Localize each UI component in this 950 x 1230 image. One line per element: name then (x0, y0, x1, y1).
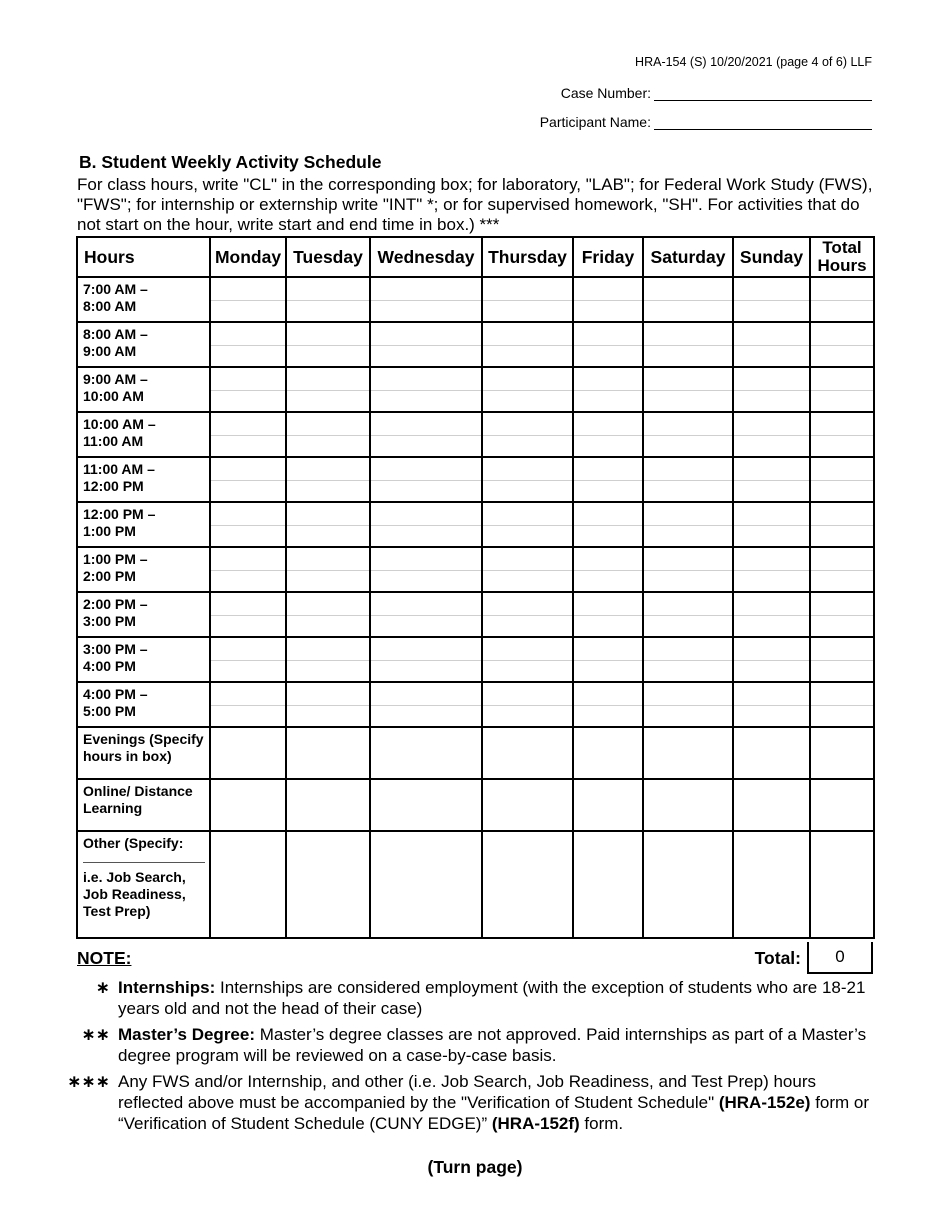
hour-day-cell[interactable] (370, 547, 482, 592)
hour-end: 3:00 PM (83, 613, 136, 629)
table-row (77, 682, 874, 727)
header-total-hours: Total Hours (810, 237, 874, 277)
hour-day-cell[interactable] (643, 592, 733, 637)
other-day-cell[interactable] (482, 831, 573, 938)
other-row-label (77, 831, 210, 938)
evening-day-cell[interactable] (733, 727, 810, 779)
hour-day-cell[interactable] (733, 547, 810, 592)
header-day: Monday (210, 237, 286, 277)
hour-day-cell[interactable] (370, 502, 482, 547)
schedule-instructions: For class hours, write "CL" in the corresponding box; for laboratory, "LAB"; for Federal Work Study (FWS), "FWS"; for internship or externship write "INT" *; or for supervised homework, "SH". For activities that do not start on the hour, write start and end time in box.) *** (77, 175, 873, 234)
hour-day-cell[interactable] (210, 367, 286, 412)
hour-range-label (77, 547, 210, 592)
hour-day-cell[interactable] (643, 682, 733, 727)
hour-range-label (77, 457, 210, 502)
row-label-text: i.e. Job Search, Job Readiness, Test Prep) (83, 869, 186, 919)
hour-total-cell[interactable] (810, 457, 874, 502)
online-row (77, 779, 874, 831)
hour-day-cell[interactable] (573, 412, 643, 457)
hour-day-cell[interactable] (286, 457, 370, 502)
hour-end: 10:00 AM (83, 388, 144, 404)
hour-day-cell[interactable] (210, 682, 286, 727)
participant-name-field[interactable] (654, 113, 872, 130)
asterisk-marker: ∗∗∗ (67, 1072, 110, 1091)
hour-day-cell[interactable] (482, 412, 573, 457)
table-row (77, 457, 874, 502)
hour-start: 3:00 PM – (83, 641, 148, 657)
header-hours: Hours (77, 237, 210, 277)
hour-end: 12:00 PM (83, 478, 144, 494)
hour-day-cell[interactable] (286, 637, 370, 682)
hour-total-cell[interactable] (810, 502, 874, 547)
hour-day-cell[interactable] (370, 322, 482, 367)
hour-start: 10:00 AM – (83, 416, 156, 432)
hour-day-cell[interactable] (286, 277, 370, 322)
table-row (77, 502, 874, 547)
note-title: Internships: (118, 978, 216, 997)
hour-start: 1:00 PM – (83, 551, 148, 567)
weekly-schedule-table (76, 236, 875, 939)
hour-day-cell[interactable] (286, 682, 370, 727)
evening-day-cell[interactable] (573, 727, 643, 779)
grand-total-value[interactable]: 0 (807, 942, 873, 974)
evening-day-cell[interactable] (286, 727, 370, 779)
hour-end: 1:00 PM (83, 523, 136, 539)
note-total-row (77, 944, 873, 974)
hour-day-cell[interactable] (733, 682, 810, 727)
case-number-label: Case Number: (560, 85, 651, 101)
hour-day-cell[interactable] (482, 592, 573, 637)
header-day: Wednesday (370, 237, 482, 277)
hour-day-cell[interactable] (482, 322, 573, 367)
header-day: Friday (573, 237, 643, 277)
table-row (77, 322, 874, 367)
evening-day-cell[interactable] (370, 727, 482, 779)
hour-end: 11:00 AM (83, 433, 144, 449)
hour-day-cell[interactable] (482, 367, 573, 412)
hour-range-label (77, 637, 210, 682)
hour-total-cell[interactable] (810, 277, 874, 322)
hour-total-cell[interactable] (810, 322, 874, 367)
hour-day-cell[interactable] (482, 502, 573, 547)
note-text: form or “Verification of Student Schedule (CUNY EDGE)” (118, 1093, 870, 1133)
hour-day-cell[interactable] (286, 502, 370, 547)
hour-day-cell[interactable] (643, 367, 733, 412)
other-day-cell[interactable] (370, 831, 482, 938)
hour-day-cell[interactable] (210, 412, 286, 457)
note-text: Internships are considered employment (with the exception of students who are 18-21 years old and not the head of their case) (118, 978, 866, 1018)
total-label: Total: (754, 948, 801, 968)
note-text: Any FWS and/or Internship, and other (i.e. Job Search, Job Readiness, and Test Prep) hours reflected above must be accompanied by the "Verification of Student Schedule" (118, 1072, 817, 1112)
header-day: Sunday (733, 237, 810, 277)
other-day-cell[interactable] (286, 831, 370, 938)
hour-day-cell[interactable] (643, 502, 733, 547)
hour-day-cell[interactable] (643, 637, 733, 682)
evening-day-cell[interactable] (210, 727, 286, 779)
participant-name-row (540, 113, 872, 130)
hour-start: 11:00 AM – (83, 461, 155, 477)
hour-day-cell[interactable] (370, 637, 482, 682)
hour-day-cell[interactable] (573, 547, 643, 592)
hour-start: 2:00 PM – (83, 596, 148, 612)
hour-day-cell[interactable] (370, 367, 482, 412)
hour-day-cell[interactable] (286, 322, 370, 367)
hour-day-cell[interactable] (643, 547, 733, 592)
hour-day-cell[interactable] (370, 277, 482, 322)
hour-range-label (77, 412, 210, 457)
online-day-cell[interactable] (482, 779, 573, 831)
online-day-cell[interactable] (733, 779, 810, 831)
online-day-cell[interactable] (573, 779, 643, 831)
turn-page-label: (Turn page) (427, 1157, 523, 1177)
hour-day-cell[interactable] (643, 457, 733, 502)
hour-range-label (77, 682, 210, 727)
hour-day-cell[interactable] (733, 637, 810, 682)
hour-day-cell[interactable] (573, 637, 643, 682)
note-text: Master’s degree classes are not approved. Paid internships as part of a Master’s degree program will be reviewed on a case-by-case basis. (118, 1025, 867, 1065)
hour-day-cell[interactable] (573, 502, 643, 547)
other-total-cell[interactable] (810, 831, 874, 938)
other-row (77, 831, 874, 938)
hour-day-cell[interactable] (643, 322, 733, 367)
form-id: HRA-154 (S) 10/20/2021 (page 4 of 6) LLF (635, 55, 872, 69)
asterisk-marker: ∗ (95, 978, 110, 997)
note-internships (0, 977, 950, 1019)
hour-end: 4:00 PM (83, 658, 136, 674)
hour-day-cell[interactable] (573, 367, 643, 412)
header-day: Saturday (643, 237, 733, 277)
hour-day-cell[interactable] (210, 502, 286, 547)
hour-day-cell[interactable] (210, 277, 286, 322)
other-day-cell[interactable] (733, 831, 810, 938)
hour-day-cell[interactable] (573, 592, 643, 637)
note-title: Master’s Degree: (118, 1025, 256, 1044)
hour-start: 12:00 PM – (83, 506, 156, 522)
hour-day-cell[interactable] (210, 592, 286, 637)
hour-day-cell[interactable] (573, 322, 643, 367)
hour-day-cell[interactable] (482, 682, 573, 727)
hour-total-cell[interactable] (810, 592, 874, 637)
table-row (77, 592, 874, 637)
hour-day-cell[interactable] (210, 637, 286, 682)
hour-range-label (77, 322, 210, 367)
note-label: NOTE: (77, 948, 132, 968)
hour-day-cell[interactable] (370, 457, 482, 502)
hour-day-cell[interactable] (482, 547, 573, 592)
table-row (77, 367, 874, 412)
hour-total-cell[interactable] (810, 412, 874, 457)
hour-start: 8:00 AM – (83, 326, 148, 342)
note-text: form. (579, 1114, 624, 1133)
hour-day-cell[interactable] (210, 322, 286, 367)
header-day: Thursday (482, 237, 573, 277)
hour-total-cell[interactable] (810, 682, 874, 727)
hour-end: 8:00 AM (83, 298, 137, 314)
note-masters-degree (0, 1024, 950, 1066)
online-day-cell[interactable] (643, 779, 733, 831)
hour-day-cell[interactable] (210, 457, 286, 502)
notes-list (0, 977, 950, 1139)
hour-range-label (77, 367, 210, 412)
hour-day-cell[interactable] (482, 277, 573, 322)
case-number-row (561, 84, 872, 101)
evening-day-cell[interactable] (643, 727, 733, 779)
evening-day-cell[interactable] (482, 727, 573, 779)
asterisk-marker: ∗∗ (81, 1025, 110, 1044)
table-row (77, 547, 874, 592)
header-day: Tuesday (286, 237, 370, 277)
note-verification (0, 1071, 950, 1134)
table-row (77, 412, 874, 457)
hour-day-cell[interactable] (643, 277, 733, 322)
table-row (77, 637, 874, 682)
hour-total-cell[interactable] (810, 637, 874, 682)
evening-total-cell[interactable] (810, 727, 874, 779)
hour-end: 5:00 PM (83, 703, 136, 719)
hour-day-cell[interactable] (482, 457, 573, 502)
hour-day-cell[interactable] (733, 592, 810, 637)
hour-range-label (77, 277, 210, 322)
hour-total-cell[interactable] (810, 367, 874, 412)
hour-day-cell[interactable] (733, 502, 810, 547)
hour-end: 9:00 AM (83, 343, 137, 359)
online-day-cell[interactable] (286, 779, 370, 831)
hour-day-cell[interactable] (733, 412, 810, 457)
specify-line[interactable] (83, 852, 205, 863)
hour-day-cell[interactable] (643, 412, 733, 457)
hour-day-cell[interactable] (573, 682, 643, 727)
hour-day-cell[interactable] (370, 682, 482, 727)
online-day-cell[interactable] (210, 779, 286, 831)
other-day-cell[interactable] (573, 831, 643, 938)
row-label-text: Evenings (Specify hours in box) (83, 731, 204, 764)
online-row-label (77, 779, 210, 831)
hour-day-cell[interactable] (733, 367, 810, 412)
hour-start: 4:00 PM – (83, 686, 148, 702)
hour-day-cell[interactable] (370, 412, 482, 457)
hour-day-cell[interactable] (286, 367, 370, 412)
hour-day-cell[interactable] (573, 277, 643, 322)
hour-day-cell[interactable] (286, 592, 370, 637)
hour-start: 9:00 AM – (83, 371, 148, 387)
form-ref-hra152e: (HRA-152e) (718, 1093, 811, 1112)
other-day-cell[interactable] (210, 831, 286, 938)
evenings-row (77, 727, 874, 779)
hour-day-cell[interactable] (733, 457, 810, 502)
hour-day-cell[interactable] (210, 547, 286, 592)
section-title: B. Student Weekly Activity Schedule (79, 152, 382, 172)
hour-range-label (77, 592, 210, 637)
hour-end: 2:00 PM (83, 568, 136, 584)
hour-start: 7:00 AM – (83, 281, 148, 297)
other-day-cell[interactable] (643, 831, 733, 938)
hour-day-cell[interactable] (482, 637, 573, 682)
table-row (77, 277, 874, 322)
hour-day-cell[interactable] (286, 547, 370, 592)
case-number-field[interactable] (654, 84, 872, 101)
row-label-text: Other (Specify: (83, 835, 184, 851)
hour-day-cell[interactable] (733, 322, 810, 367)
online-total-cell[interactable] (810, 779, 874, 831)
hour-day-cell[interactable] (573, 457, 643, 502)
hour-range-label (77, 502, 210, 547)
form-ref-hra152f: (HRA-152f) (491, 1114, 580, 1133)
hour-day-cell[interactable] (733, 277, 810, 322)
hour-day-cell[interactable] (286, 412, 370, 457)
online-day-cell[interactable] (370, 779, 482, 831)
participant-name-label: Participant Name: (539, 114, 651, 130)
hour-day-cell[interactable] (370, 592, 482, 637)
table-header-row (77, 237, 874, 277)
hour-total-cell[interactable] (810, 547, 874, 592)
row-label-text: Online/ Distance Learning (83, 783, 193, 816)
evenings-row-label (77, 727, 210, 779)
